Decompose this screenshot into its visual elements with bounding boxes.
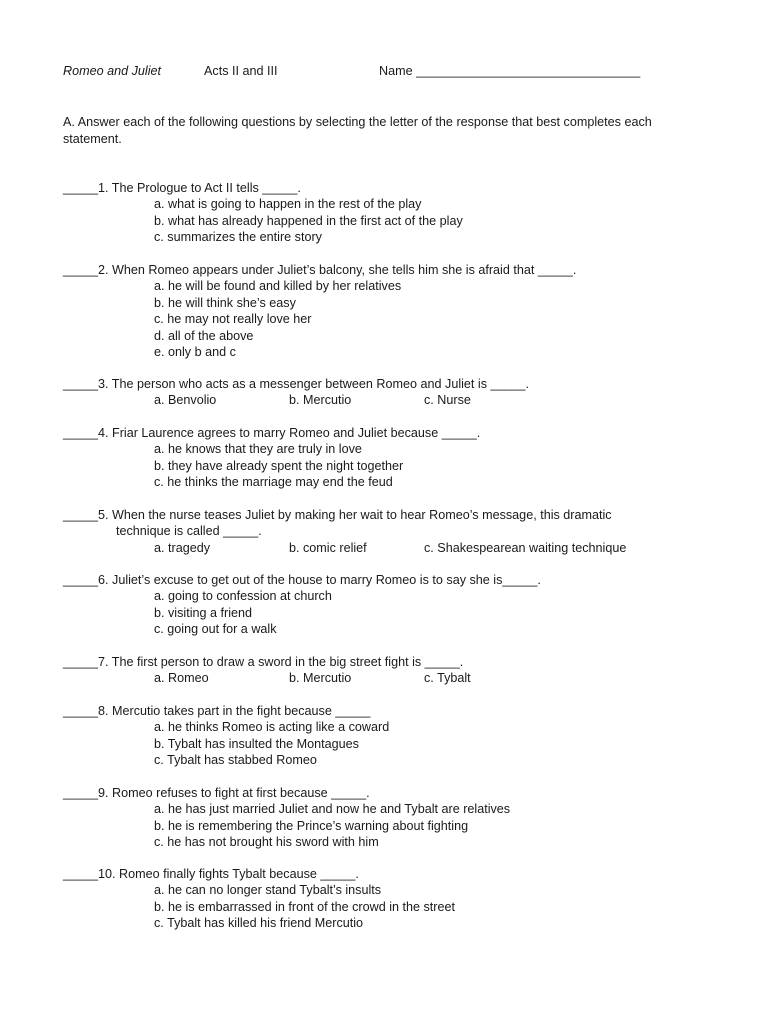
question-3 — [63, 376, 703, 409]
option-e: e. only b and c — [154, 345, 236, 360]
option-c: c. Tybalt has stabbed Romeo — [154, 753, 317, 768]
option-b: b. visiting a friend — [154, 605, 253, 620]
option-b: b. what has already happened in the first act of the play — [154, 213, 463, 228]
question-10 — [63, 866, 703, 932]
option-d: d. all of the above — [154, 328, 254, 343]
option-a: a. Benvolio — [154, 393, 217, 408]
option-c: c. he has not brought his sword with him — [154, 835, 379, 850]
question-stem: _____6. Juliet’s excuse to get out of the house to marry Romeo is to say she is_____. — [63, 573, 541, 587]
answer-options — [63, 278, 703, 360]
question-stem: _____7. The first person to draw a sword in the big street fight is _____. — [63, 655, 464, 669]
question-stem: _____10. Romeo finally fights Tybalt because _____. — [63, 867, 359, 881]
question-2 — [63, 262, 703, 360]
work-title: Romeo and Juliet — [63, 64, 162, 78]
answer-options — [63, 801, 703, 850]
option-a: a. he knows that they are truly in love — [154, 442, 362, 457]
option-c: c. summarizes the entire story — [154, 230, 322, 245]
question-stem: _____2. When Romeo appears under Juliet’s balcony, she tells him she is afraid that _____. — [63, 263, 577, 277]
worksheet-header — [63, 64, 713, 82]
option-b: b. he is remembering the Prince’s warning about fighting — [154, 818, 469, 833]
answer-options — [63, 882, 703, 931]
question-1 — [63, 180, 703, 246]
answer-options — [63, 441, 703, 490]
question-stem: _____3. The person who acts as a messenger between Romeo and Juliet is _____. — [63, 377, 530, 391]
option-b: b. Tybalt has insulted the Montagues — [154, 736, 359, 751]
instructions: A. Answer each of the following questions by selecting the letter of the response that best completes each statement. — [63, 115, 652, 146]
option-b: b. Mercutio — [289, 393, 352, 408]
question-5 — [63, 507, 703, 556]
option-a: a. going to confession at church — [154, 589, 332, 604]
option-b: b. Mercutio — [289, 671, 352, 686]
option-c: c. Nurse — [424, 393, 471, 408]
option-a: a. what is going to happen in the rest of the play — [154, 197, 422, 212]
question-stem: _____1. The Prologue to Act II tells _____. — [63, 181, 301, 195]
question-9 — [63, 785, 703, 851]
option-a: a. he will be found and killed by her relatives — [154, 279, 402, 294]
question-6 — [63, 572, 703, 638]
answer-options — [63, 196, 703, 245]
option-b: b. they have already spent the night together — [154, 458, 404, 473]
question-4 — [63, 425, 703, 491]
question-7 — [63, 654, 703, 687]
acts-label: Acts II and III — [204, 64, 278, 78]
question-stem: _____4. Friar Laurence agrees to marry Romeo and Juliet because _____. — [63, 426, 481, 440]
answer-options — [63, 540, 703, 556]
option-c: c. Tybalt — [424, 671, 471, 686]
answer-options — [63, 670, 703, 686]
option-a: a. he has just married Juliet and now he and Tybalt are relatives — [154, 802, 511, 817]
question-stem: _____8. Mercutio takes part in the fight because _____ — [63, 704, 371, 718]
name-line: Name ________________________________ — [379, 64, 641, 78]
option-a: a. Romeo — [154, 671, 209, 686]
option-c: c. Shakespearean waiting technique — [424, 540, 627, 555]
option-c: c. going out for a walk — [154, 622, 277, 637]
answer-options — [63, 719, 703, 768]
option-a: a. he can no longer stand Tybalt’s insults — [154, 883, 382, 898]
answer-options — [63, 588, 703, 637]
option-b: b. he is embarrassed in front of the crowd in the street — [154, 899, 456, 914]
option-a: a. tragedy — [154, 540, 211, 555]
question-stem: _____9. Romeo refuses to fight at first because _____. — [63, 786, 370, 800]
option-c: c. he may not really love her — [154, 312, 312, 327]
answer-options — [63, 392, 703, 408]
question-stem-continued: technique is called _____. — [116, 524, 262, 539]
option-b: b. comic relief — [289, 540, 367, 555]
option-c: c. Tybalt has killed his friend Mercutio — [154, 916, 364, 931]
option-a: a. he thinks Romeo is acting like a coward — [154, 720, 390, 735]
option-c: c. he thinks the marriage may end the feud — [154, 475, 393, 490]
option-b: b. he will think she’s easy — [154, 295, 296, 310]
question-8 — [63, 703, 703, 769]
question-stem: _____5. When the nurse teases Juliet by making her wait to hear Romeo’s message, this dramatic — [63, 508, 612, 522]
